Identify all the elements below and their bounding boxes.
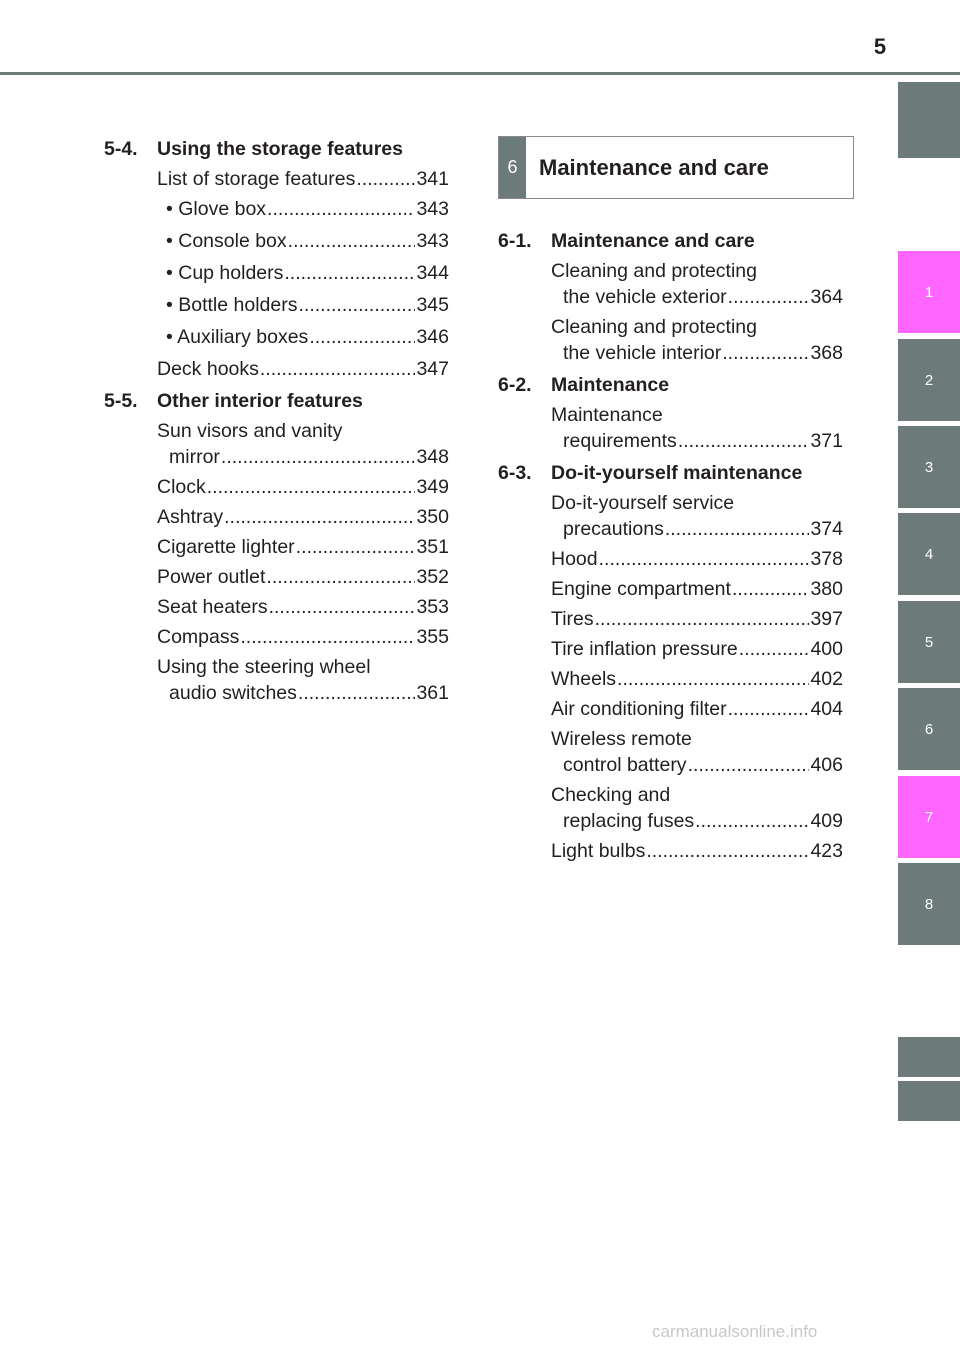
side-tab-2[interactable] [898,339,960,421]
page-ref: 352 [416,566,449,588]
side-tab-label: 2 [924,371,934,389]
side-tab-label: 7 [924,808,934,826]
toc-entry[interactable]: List of storage features ..... 341 [157,166,449,192]
toc-entry[interactable]: • Auxiliary boxes ..... 346 [166,324,449,350]
section-heading-6-1[interactable] [498,228,843,254]
toc-entry[interactable]: Light bulbs ..... 423 [551,838,843,864]
toc-entry[interactable]: Wheels ..... 402 [551,666,843,692]
toc-right-column [498,222,843,868]
page-number: 5 [873,34,887,59]
toc-entry[interactable]: Air conditioning filter ..... 404 [551,696,843,722]
watermark: carmanualsonline.info [652,1322,818,1341]
page-ref: 341 [416,168,449,190]
chapter-title: Maintenance and care [539,154,769,180]
toc-entry[interactable]: Sun visors and vanity mirror ..... 348 [157,418,449,470]
chapter-number: 6 [499,137,526,198]
page-ref: 361 [416,682,449,704]
side-tab-6[interactable] [898,688,960,770]
toc-entry[interactable]: Hood ..... 378 [551,546,843,572]
toc-entry[interactable]: Maintenance requirements ..... 371 [551,402,843,454]
section-title: Using the storage features [157,138,403,160]
section-number: 6-1. [498,230,532,252]
page-ref: 344 [416,262,449,284]
page-ref: 355 [416,626,449,648]
side-tab-1[interactable] [898,251,960,333]
page-ref: 368 [810,342,843,364]
section-heading-5-5[interactable] [104,388,449,414]
toc-entry[interactable]: Tires ..... 397 [551,606,843,632]
side-tab-label: 4 [924,545,934,563]
page-ref: 343 [416,230,449,252]
side-tab-blank-2[interactable] [898,1081,960,1121]
page-ref: 400 [810,638,843,660]
page-ref: 350 [416,506,449,528]
page-ref: 380 [810,578,843,600]
side-tab-label: 5 [924,633,934,651]
page-ref: 346 [416,326,449,348]
side-tab-label: 6 [924,720,934,738]
page-ref: 378 [810,548,843,570]
page-ref: 406 [810,754,843,776]
section-number: 6-2. [498,374,532,396]
side-tab-label: 8 [924,895,934,913]
toc-left-column [104,130,449,710]
side-tab-blank-1[interactable] [898,1037,960,1077]
page-ref: 348 [416,446,449,468]
section-title: Do-it-yourself maintenance [551,462,803,484]
toc-entry[interactable]: Cleaning and protecting the vehicle interior ..... 368 [551,314,843,366]
side-tab-label: 1 [924,283,934,301]
page-ref: 353 [416,596,449,618]
toc-entry[interactable]: Deck hooks ..... 347 [157,356,449,382]
toc-entry[interactable]: Cigarette lighter ..... 351 [157,534,449,560]
page-ref: 397 [810,608,843,630]
toc-entry[interactable]: Using the steering wheel audio switches ..... 361 [157,654,449,706]
toc-entry[interactable]: • Glove box ..... 343 [166,196,449,222]
toc-entry[interactable]: Compass ..... 355 [157,624,449,650]
toc-entry[interactable]: Tire inflation pressure ..... 400 [551,636,843,662]
toc-entry[interactable]: • Bottle holders ..... 345 [166,292,449,318]
page-ref: 404 [810,698,843,720]
side-tab-4[interactable] [898,513,960,595]
page-ref: 345 [416,294,449,316]
page-ref: 351 [416,536,449,558]
page-ref: 349 [416,476,449,498]
page-ref: 347 [416,358,449,380]
toc-entry[interactable]: Cleaning and protecting the vehicle exterior ..... 364 [551,258,843,310]
side-tab-5[interactable] [898,601,960,683]
section-number: 6-3. [498,462,532,484]
section-title: Maintenance [551,374,670,396]
toc-entry[interactable]: Checking and replacing fuses ..... 409 [551,782,843,834]
side-tab-3[interactable] [898,426,960,508]
section-heading-6-3[interactable] [498,460,843,486]
toc-entry[interactable]: Power outlet ..... 352 [157,564,449,590]
toc-entry[interactable]: Seat heaters ..... 353 [157,594,449,620]
section-heading-5-4[interactable] [104,136,449,162]
side-tab-7[interactable] [898,776,960,858]
toc-entry[interactable]: Clock ..... 349 [157,474,449,500]
section-title: Maintenance and care [551,230,755,252]
side-tab-blank-top[interactable] [898,82,960,158]
page-ref: 423 [810,840,843,862]
section-title: Other interior features [157,390,363,412]
toc-entry[interactable]: Ashtray ..... 350 [157,504,449,530]
page-ref: 409 [810,810,843,832]
side-tab-8[interactable] [898,863,960,945]
toc-entry[interactable]: Wireless remote control battery ..... 406 [551,726,843,778]
page-ref: 402 [810,668,843,690]
page-ref: 371 [810,430,843,452]
toc-entry[interactable]: Engine compartment ..... 380 [551,576,843,602]
toc-entry[interactable]: Do-it-yourself service precautions ..... 374 [551,490,843,542]
section-heading-6-2[interactable] [498,372,843,398]
section-number: 5-5. [104,390,138,412]
page-ref: 364 [810,286,843,308]
page-ref: 343 [416,198,449,220]
toc-entry[interactable]: • Cup holders ..... 344 [166,260,449,286]
toc-entry[interactable]: • Console box ..... 343 [166,228,449,254]
chapter-header-box [498,136,854,199]
side-tab-label: 3 [924,458,934,476]
page-ref: 374 [810,518,843,540]
section-number: 5-4. [104,138,138,160]
header-rule [0,72,960,75]
